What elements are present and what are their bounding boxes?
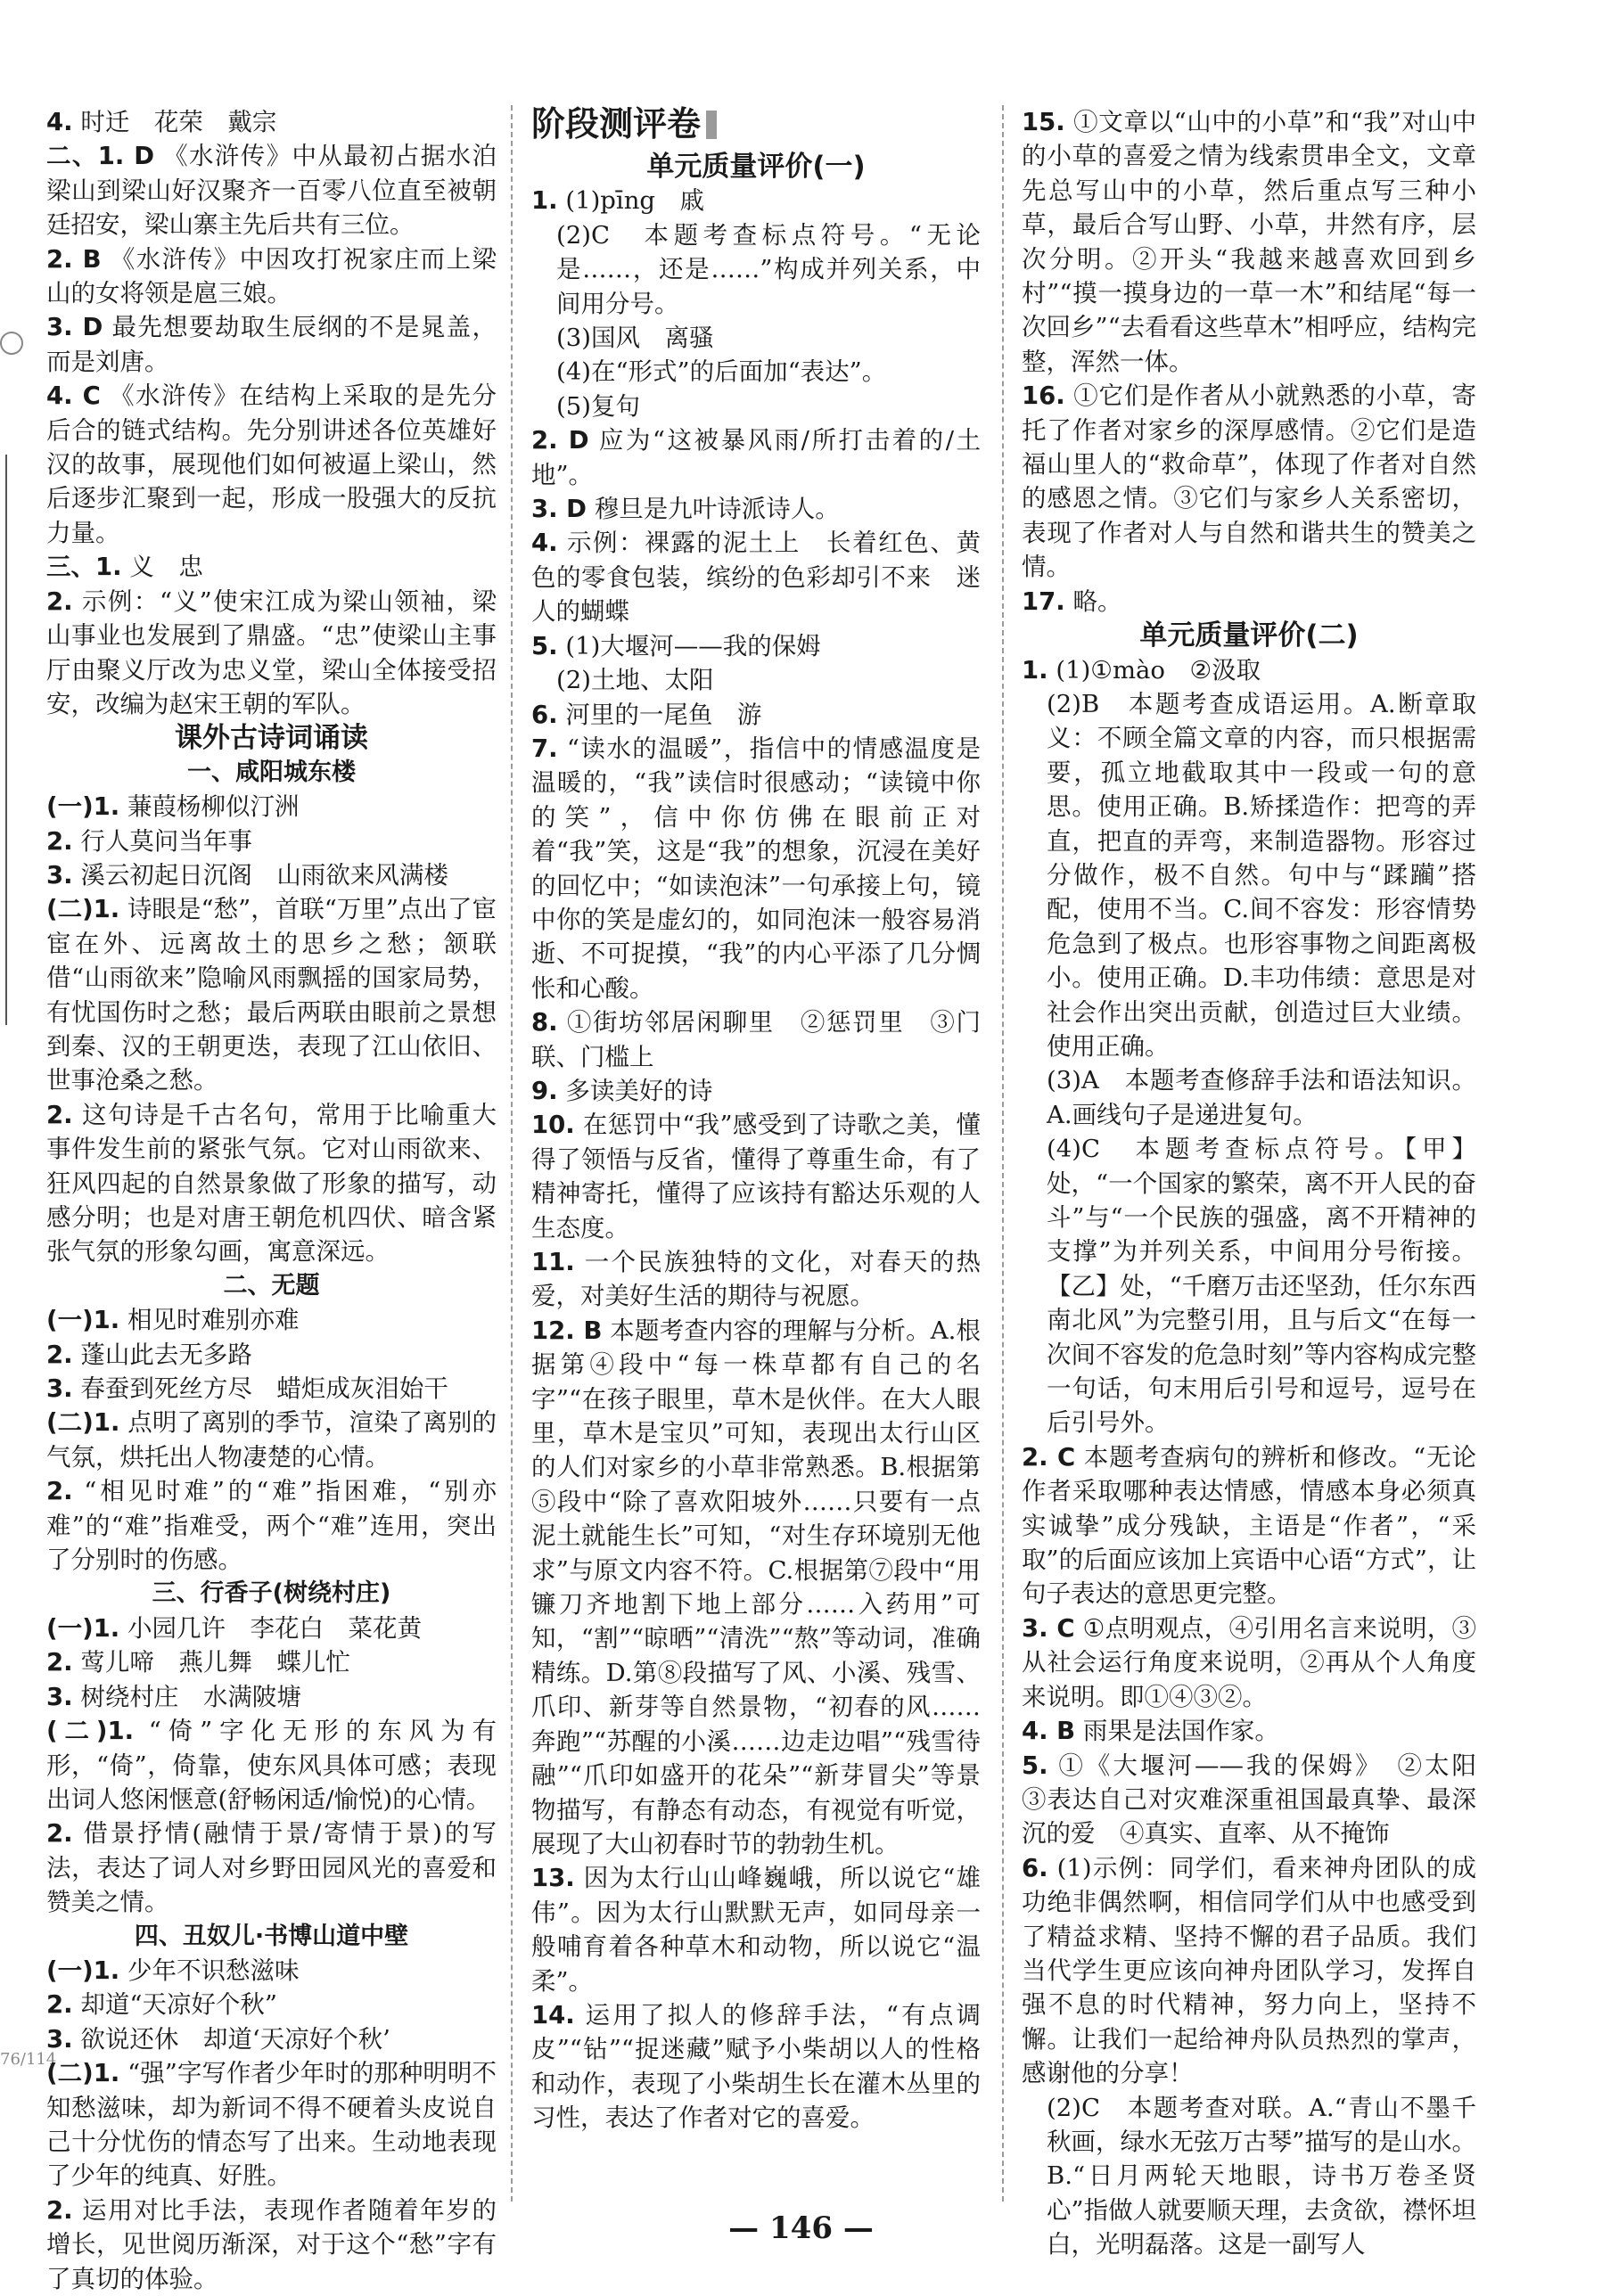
answer-text: 溪云初起日沉阁 山雨欲来风满楼: [80, 860, 448, 890]
answer-key: 1.: [1022, 655, 1048, 685]
answer-key: 5.: [1022, 1751, 1048, 1780]
answer-text: ①文章以“山中的小草”和“我”对山中的小草的喜爱之情为线索贯串全文，文章先总写山中的小草，然后重点写三种小草，最后合写山野、小草，井然有序，层次分明。②开头“我越来越喜欢回到乡村”“摸一摸身边的一草一木”和结尾“每一次回乡”“去看看这些草木”相呼应，结构完整，浑然一体。: [1022, 108, 1476, 376]
answer-text: 小园几许 李花白 菜花黄: [127, 1613, 422, 1643]
answer-key: 2. D: [531, 426, 589, 455]
answer-text: 《水浒传》中因攻打祝家庄而上梁山的女将领是扈三娘。: [46, 244, 497, 308]
answer-item: [531, 1074, 981, 1108]
answer-text: (4)在“形式”的后面加“表达”。: [556, 357, 887, 387]
answer-item: [531, 1861, 981, 1998]
answer-item: [46, 139, 497, 242]
poem-heading: 三、行香子(树绕村庄): [152, 1579, 391, 1608]
answer-text: 借景抒情(融情于景/寄情于景)的写法，表达了词人对乡野田园风光的喜爱和赞美之情。: [46, 1819, 497, 1917]
answer-key: 9.: [531, 1076, 558, 1105]
answer-item: [46, 1988, 497, 2021]
answer-key: 二、1. D: [46, 142, 155, 171]
answer-text: 一个民族独特的文化，对春天的热爱，对美好生活的期待与祝愿。: [531, 1248, 981, 1311]
answer-item: [46, 379, 497, 550]
answer-text: 穆旦是九叶诗派诗人。: [594, 495, 840, 524]
answer-key: (一)1.: [46, 1306, 120, 1335]
answer-text: ①街坊邻居闲聊里 ②惩罚里 ③门联、门槛上: [531, 1008, 982, 1071]
answer-key: 2.: [46, 1477, 73, 1506]
answer-text: “读水的温暖”，指信中的情感温度是温暖的，“我”读信时很感动；“读镜中你的笑”，信中你仿佛在眼前正对着“我”笑，这是“我”的想象，沉浸在美好的回忆中；“如读泡沫”一句承接上句，镜中你的笑是虚幻的，如同泡沫一般容易消逝、不可捉摸，“我”的内心平添了几分惆怅和心酸。: [531, 734, 981, 1003]
answer-key: 7.: [531, 734, 558, 763]
answer-item: [46, 1303, 497, 1337]
answer-item: [46, 1680, 497, 1714]
answer-text: (1)大堰河——我的保姆: [565, 631, 821, 660]
answer-text: 少年不识愁滋味: [127, 1956, 300, 1985]
column-divider-2: [1002, 105, 1004, 2202]
answer-item: [531, 663, 981, 697]
answer-item: [46, 1714, 497, 1816]
answer-item: [1022, 379, 1476, 584]
answer-text: (3)国风 离骚: [556, 324, 714, 353]
section-band-title: [531, 105, 981, 143]
answer-text: 春蚕到死丝方尽 蜡炬成灰泪始干: [80, 1374, 448, 1404]
section-heading: 课外古诗词诵读: [175, 722, 368, 755]
answer-text: ①它们是作者从小就熟悉的小草，寄托了作者对家乡的深厚感情。②它们是造福山里人的“救命草”，体现了作者对自然的感恩之情。③它们与家乡人关系密切，表现了作者对人与自然和谐共生的赞美之情。: [1022, 381, 1476, 582]
answer-item: [46, 1645, 497, 1679]
answer-key: (二)1.: [46, 1717, 135, 1746]
answer-item: [46, 310, 497, 379]
answer-item: [46, 1338, 497, 1372]
answer-key: 10.: [531, 1111, 575, 1140]
answer-item: [531, 423, 981, 492]
answer-text: 蓬山此去无多路: [80, 1340, 252, 1369]
answer-key: 2. B: [46, 244, 102, 274]
answer-item: [531, 1245, 981, 1314]
answer-text: 应为“这被暴风雨/所打击着的/土地”。: [531, 426, 981, 489]
answer-item: [46, 1816, 497, 1919]
answer-item: [46, 1954, 497, 1988]
answer-key: 1.: [531, 186, 558, 216]
answer-key: 3.: [46, 2024, 73, 2054]
answer-item: [1022, 585, 1476, 619]
answer-text: 运用了拟人的修辞手法，“有点调皮”“钻”“捉迷藏”赋予小柴胡以人的性格和动作，表现了小柴胡生长在灌木丛里的习性，表达了作者对它的喜爱。: [531, 2000, 981, 2133]
answer-key: 3. C: [1022, 1613, 1075, 1643]
answer-key: 12. B: [531, 1316, 603, 1345]
answer-key: (一)1.: [46, 1956, 120, 1985]
answer-item: [1022, 687, 1476, 1063]
answer-item: [1022, 1063, 1476, 1132]
answer-key: 3.: [46, 860, 73, 890]
answer-key: 2.: [46, 1100, 73, 1129]
answer-text: (2)土地、太阳: [556, 666, 714, 695]
answer-key: 8.: [531, 1008, 558, 1037]
poem-heading: 二、无题: [223, 1271, 320, 1300]
answer-key: 13.: [531, 1864, 575, 1893]
page-number: — 146 —: [728, 2210, 874, 2246]
band-bar-icon: [706, 111, 717, 139]
answer-text: (4)C 本题考查标点符号。【甲】处，“一个国家的繁荣，离不开人民的奋斗”与“一个民族的强盛，离不开精神的支撑”为并列关系，中间用分号衔接。【乙】处，“千磨万击还坚劲，任尔东西南北风”为完整引用，且与后文“在每一次间不容发的危急时刻”等内容构成完整一句话，句末用后引号和逗号，逗号在后引号外。: [1047, 1135, 1476, 1438]
answer-text: (1)示例：同学们，看来神舟团队的成功绝非偶然啊，相信同学们从中也感受到了精益求精、坚持不懈的君子品质。我们当代学生更应该向神舟团队学习，发挥自强不息的时代精神，努力向上，坚持不懈。让我们一起给神舟队员热烈的掌声，感谢他的分享！: [1022, 1853, 1477, 2088]
answer-text: 《水浒传》在结构上采取的是先分后合的链式结构。先分别讲述各位英雄好汉的故事，展现他们如何被逼上梁山，然后逐步汇聚到一起，形成一股强大的反抗力量。: [46, 381, 497, 547]
answer-item: [46, 585, 497, 722]
answer-text: 在惩罚中“我”感受到了诗歌之美，懂得了领悟与反省，懂得了尊重生命，有了精神寄托，懂得了应该持有豁达乐观的人生态度。: [531, 1111, 981, 1242]
section-heading: 单元质量评价(二): [1139, 619, 1359, 652]
answer-text: 诗眼是“愁”，首联“万里”点出了宦宦在外、远离故土的思乡之愁；颔联借“山雨欲来”隐喻风雨飘摇的国家局势，有忧国伤时之愁；最后两联由眼前之景想到秦、汉的王朝更迭，表现了江山依旧、世事沧桑之愁。: [46, 895, 497, 1095]
answer-text: (1)①mào ②汲取: [1056, 655, 1261, 685]
answer-item: [1022, 1132, 1476, 1440]
answer-text: (2)C 本题考查标点符号。“无论是……，还是……”构成并列关系，中间用分号。: [556, 220, 981, 318]
answer-item: [531, 492, 981, 526]
answer-item: [46, 1474, 497, 1577]
answer-item: [531, 1998, 981, 2136]
answer-text: 《水浒传》中从最初占据水泊梁山到梁山好汉聚齐一百零八位直至被朝廷招安，梁山寨主先后共有三位。: [46, 142, 497, 240]
answer-key: 3. D: [531, 495, 587, 524]
answer-key: 2.: [46, 1819, 73, 1849]
answer-item: [46, 1406, 497, 1474]
answer-text: 点明了离别的季节，渲染了离别的气氛，烘托出人物凄楚的心情。: [46, 1408, 497, 1472]
answer-key: 4. C: [46, 381, 101, 411]
answer-key: 17.: [1022, 586, 1065, 616]
answer-text: 却道“天凉好个秋”: [80, 1990, 277, 2020]
answer-item: [531, 698, 981, 732]
answer-key: 2.: [46, 586, 73, 616]
answer-key: 4.: [531, 529, 558, 558]
answer-item: [531, 1005, 981, 1074]
answer-item: [46, 892, 497, 1097]
answer-text: 欲说还休 却道‘天凉好个秋’: [80, 2024, 390, 2054]
answer-item: [46, 1098, 497, 1269]
answer-item: [46, 1372, 497, 1406]
answer-key: 2.: [46, 2195, 73, 2225]
answer-key: 2.: [46, 826, 73, 856]
section-heading: 单元质量评价(一): [646, 151, 866, 183]
answer-key: 6.: [1022, 1853, 1048, 1882]
answer-item: [46, 2056, 497, 2194]
answer-item: [46, 105, 497, 139]
answer-item: [46, 790, 497, 824]
answer-text: 蒹葭杨柳似汀洲: [127, 792, 300, 822]
answer-item: [1022, 1611, 1476, 1714]
answer-key: 11.: [531, 1248, 575, 1276]
answer-text: 相见时难别亦难: [127, 1306, 300, 1335]
answer-item: [531, 321, 981, 355]
answer-text: (1)pīng 戚: [565, 186, 705, 216]
answer-item: [531, 218, 981, 321]
answer-item: [531, 1108, 981, 1245]
answer-text: 时迁 花荣 戴宗: [80, 108, 277, 136]
answer-text: 示例：裸露的泥土上 长着红色、黄色的零食包装，缤纷的色彩却引不来 迷人的蝴蝶: [531, 529, 982, 627]
answer-text: 雨果是法国作家。: [1082, 1717, 1279, 1746]
answer-text: 运用对比手法，表现作者随着年岁的增长，见世阅历渐深，对于这个“愁”字有了真切的体验。: [46, 2195, 497, 2293]
band-title-text: 阶段测评卷: [531, 104, 702, 144]
side-page-mark: 76/114: [0, 2050, 57, 2069]
answer-key: 5.: [531, 631, 558, 660]
answer-item: [1022, 1714, 1476, 1748]
answer-item: [1022, 1851, 1476, 2091]
answer-text: 多读美好的诗: [565, 1076, 713, 1105]
answer-item: [531, 390, 981, 423]
answer-text: 略。: [1072, 586, 1122, 616]
answer-item: [1022, 1749, 1501, 1851]
answer-column-1: [46, 105, 497, 2296]
answer-key: 16.: [1022, 381, 1065, 411]
answer-item: [531, 732, 981, 1005]
answer-key: 4.: [46, 108, 73, 136]
answer-text: (3)A 本题考查修辞手法和语法知识。A.画线句子是递进复句。: [1047, 1066, 1476, 1129]
answer-column-2: [531, 105, 981, 2136]
answer-item: [531, 526, 981, 628]
column-divider-1: [511, 105, 513, 2202]
answer-item: [46, 824, 497, 858]
answer-key: 3.: [46, 1374, 73, 1404]
answer-key: 2. C: [1022, 1442, 1076, 1472]
answer-key: (二)1.: [46, 2059, 120, 2088]
answer-text: 树绕村庄 水满陂塘: [80, 1682, 301, 1711]
answer-text: (2)C 本题考查对联。A.“青山不墨千秋画，绿水无弦万古琴”描写的是山水。B.“日月两轮天地眼，诗书万卷圣贤心”指做人就要顺天理，去贪欲，襟怀坦白，光明磊落。这是一副写人: [1047, 2093, 1476, 2259]
answer-text: 行人莫问当年事: [80, 826, 252, 856]
answer-key: 2.: [46, 1340, 73, 1369]
answer-key: 3.: [46, 1682, 73, 1711]
answer-key: 15.: [1022, 108, 1065, 136]
answer-key: (二)1.: [46, 1408, 120, 1438]
answer-item: [1022, 1440, 1476, 1611]
poem-heading: 四、丑奴儿·书博山道中壁: [134, 1922, 409, 1950]
answer-key: 6.: [531, 700, 558, 729]
answer-text: 河里的一尾鱼 游: [565, 700, 762, 729]
answer-item: [46, 2022, 497, 2056]
answer-key: 14.: [531, 2000, 575, 2030]
answer-item: [1022, 653, 1476, 687]
answer-text: “相见时难”的“难”指困难，“别亦难”的“难”指难受，两个“难”连用，突出了分别时的伤感。: [46, 1477, 497, 1575]
poem-heading: 一、咸阳城东楼: [187, 758, 356, 786]
answer-item: [531, 629, 981, 663]
answer-text: ①点明观点，④引用名言来说明，③从社会运行角度来说明，②再从个人角度来说明。即①④③②。: [1022, 1613, 1476, 1711]
answer-key: 3. D: [46, 313, 103, 342]
answer-text: 义 忠: [129, 553, 203, 582]
answer-text: “强”字写作者少年时的那种明明不知愁滋味，却为新词不得不硬着头皮说自己十分忧伤的情态写了出来。生动地表现了少年的纯真、好胜。: [46, 2059, 497, 2191]
answer-text: 本题考查内容的理解与分析。A.根据第④段中“每一株草都有自己的名字”“在孩子眼里，草木是伙伴。在大人眼里，草木是宝贝”可知，表现出太行山区的人们对家乡的小草非常熟悉。B.根据第⑤段中“除了喜欢阳坡外……只要有一点泥土就能生长”可知，“对生存环境别无他求”与原文内容不符。C.根据第⑦段中“用镰刀齐地割下地上部分……入药用”可知，“割”“晾晒”“清洗”“熬”等动词，准确精练。D.第⑧段描写了风、小溪、残雪、爪印、新芽等自然景物，“初春的风……奔跑”“苏醒的小溪……边走边唱”“残雪待融”“爪印如盛开的花朵”“新芽冒尖”等景物描写，有静态有动态，有视觉有听觉，展现了大山初春时节的勃勃生机。: [531, 1316, 981, 1858]
answer-text: (2)B 本题考查成语运用。A.断章取义：不顾全篇文章的内容，而只根据需要，孤立地截取其中一段或一句的意思。使用正确。B.矫揉造作：把弯的弄直，把直的弄弯，来制造器物。形容过分做作，极不自然。句中与“蹂躏”搭配，使用不当。C.间不容发：形容情势危急到了极点。也形容事物之间距离极小。使用正确。D.丰功伟绩：意思是对社会作出突出贡献，创造过巨大业绩。使用正确。: [1047, 689, 1476, 1061]
answer-text: 最先想要劫取生辰纲的不是晁盖，而是刘唐。: [46, 313, 497, 376]
answer-column-3: [1022, 105, 1501, 2262]
answer-text: (5)复句: [556, 391, 640, 421]
answer-text: 莺儿啼 燕儿舞 蝶儿忙: [80, 1648, 350, 1677]
answer-text: 这句诗是千古名句，常用于比喻重大事件发生前的紧张气氛。它对山雨欲来、狂风四起的自然景象做了形象的描写，动感分明；也是对唐王朝危机四伏、暗含紧张气氛的形象勾画，寓意深远。: [46, 1100, 497, 1267]
answer-key: 三、1.: [46, 553, 122, 582]
binding-hole-mark: [0, 332, 23, 355]
answer-item: [46, 1611, 497, 1645]
answer-key: (二)1.: [46, 895, 120, 924]
answer-item: [531, 1314, 981, 1862]
answer-text: 因为太行山山峰巍峨，所以说它“雄伟”。因为太行山默默无声，如同母亲一般哺育着各种草木和动物，所以说它“温柔”。: [531, 1864, 981, 1996]
answer-key: (一)1.: [46, 792, 120, 822]
answer-key: 4. B: [1022, 1717, 1076, 1746]
answer-item: [46, 858, 497, 892]
answer-key: (一)1.: [46, 1613, 120, 1643]
answer-item: [531, 184, 981, 217]
answer-key: 2.: [46, 1648, 73, 1677]
answer-item: [1022, 105, 1476, 379]
answer-text: 示例：“义”使宋江成为梁山领袖，梁山事业也发展到了鼎盛。“忠”使梁山主事厅由聚义厅改为忠义堂，梁山全体接受招安，改编为赵宋王朝的军队。: [46, 586, 497, 718]
answer-text: 本题考查病句的辨析和修改。“无论作者采取哪种表达情感，情感本身必须真实诚挚”成分残缺，主语是“作者”，“采取”的后面应该加上宾语中心语“方式”，让句子表达的意思更完整。: [1022, 1442, 1477, 1609]
answer-key: 2.: [46, 1990, 73, 2020]
answer-text: ①《大堰河——我的保姆》 ②太阳 ③表达自己对灾难深重祖国最真挚、最深沉的爱 ④真实、直率、从不掩饰: [1022, 1751, 1501, 1849]
answer-item: [46, 242, 497, 311]
answer-item: [531, 355, 981, 389]
answer-item: [46, 550, 497, 584]
answer-text: “倚”字化无形的东风为有形，“倚”，倚靠，使东风具体可感；表现出词人悠闲惬意(舒畅闲适/愉悦)的心情。: [46, 1717, 497, 1814]
binding-margin-line: [5, 455, 7, 1025]
